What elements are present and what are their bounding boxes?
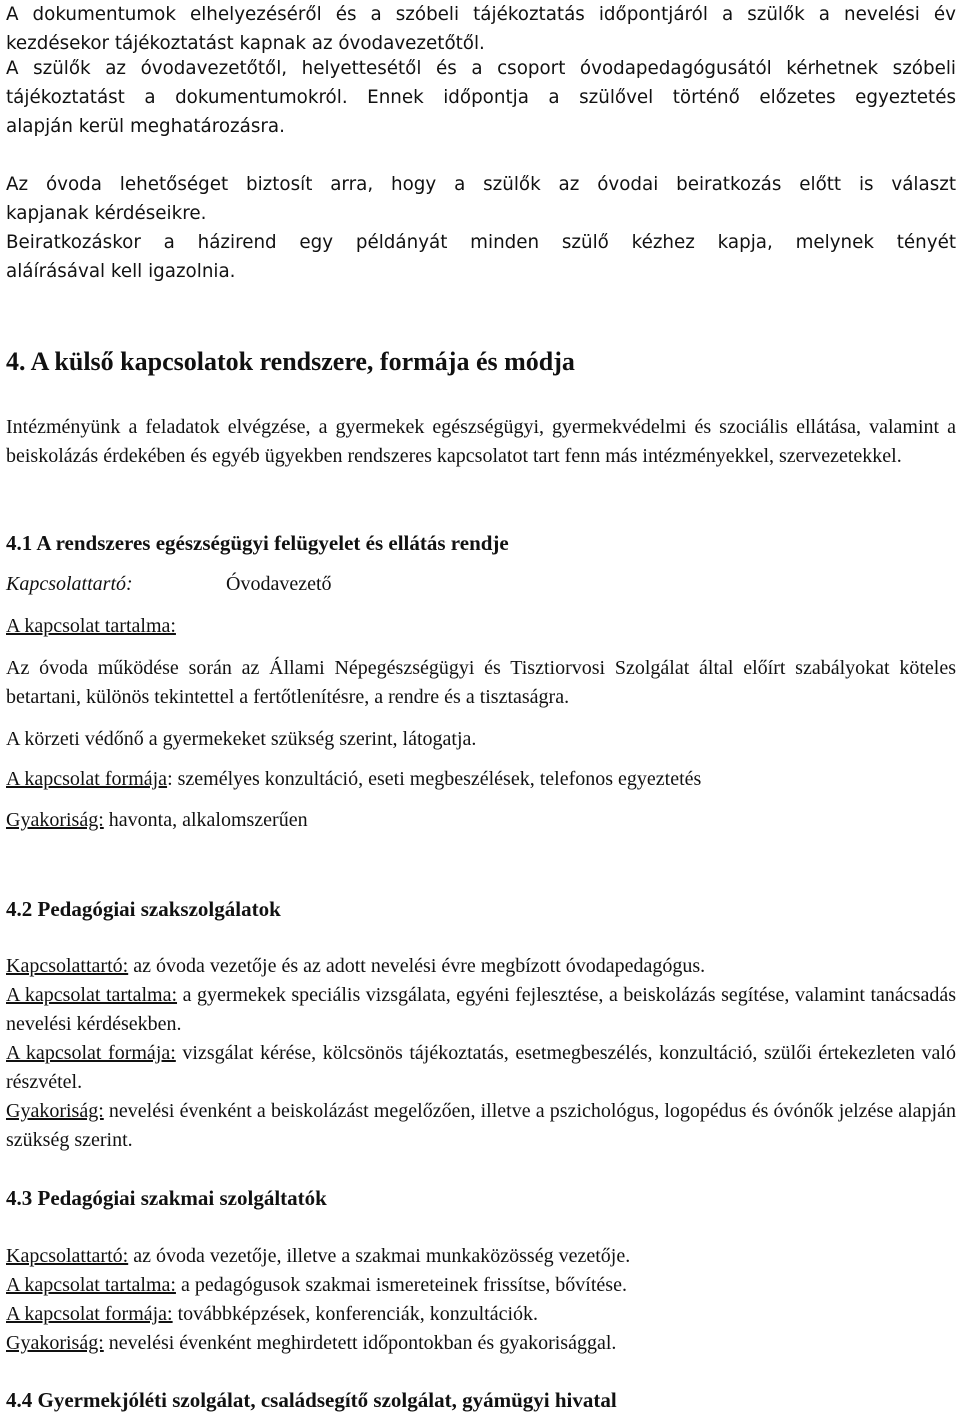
contact-value: az óvoda vezetője, illetve a szakmai munkaközösség vezetője. <box>128 1245 631 1267</box>
contact-label: Kapcsolattartó: <box>6 573 133 595</box>
text-line: kezdésekor tájékoztatást kapnak az óvodavezetőtől. <box>6 33 485 54</box>
s4-2-form <box>6 1039 956 1097</box>
text-line: tájékoztatást a dokumentumokról. Ennek időpontja a szülővel történő előzetes egyeztetés <box>6 87 956 108</box>
text-line: Beiratkozáskor a házirend egy példányát minden szülő kézhez kapja, melynek tényét <box>6 232 956 253</box>
s4-1-content-label-row <box>6 612 956 641</box>
s4-1-frequency-row <box>6 806 956 835</box>
section-4-intro: Intézményünk a feladatok elvégzése, a gyermekek egészségügyi, gyermekvédelmi és szociális ellátása, valamint a beiskolázás érdekében és egyéb ügyekben rendszeres kapcsolatot tart fenn más intézményekkel, szervezetekkel. <box>6 416 956 467</box>
form-label: A kapcsolat formája: <box>6 1042 176 1064</box>
s4-1-contact-row <box>6 570 956 599</box>
text-line: A szülők az óvodavezetőtől, helyettesétől és a csoport óvodapedagógusától kérhetnek szóbeli <box>6 58 956 79</box>
section-4-4-heading: 4.4 Gyermekjóléti szolgálat, családsegítő szolgálat, gyámügyi hivatal <box>6 1388 617 1412</box>
s4-3-content <box>6 1271 956 1300</box>
s4-2-frequency <box>6 1097 956 1155</box>
text-line: aláírásával kell igazolnia. <box>6 261 236 282</box>
content-label: A kapcsolat tartalma: <box>6 1274 176 1296</box>
intro-paragraph-1 <box>6 0 956 58</box>
contact-label: Kapcsolattartó: <box>6 1245 129 1267</box>
text-line: A dokumentumok elhelyezéséről és a szóbeli tájékoztatás időpontjáról a szülők a nevelési év <box>6 4 956 25</box>
contact-value: az óvoda vezetője és az adott nevelési évre megbízott óvodapedagógus. <box>128 955 706 977</box>
contact-label: Kapcsolattartó: <box>6 955 129 977</box>
content-value: a gyermekek speciális vizsgálata, egyéni fejlesztése, a beiskolázás segítése, valamint tanácsadás nevelési kérdésekben. <box>6 984 956 1035</box>
form-value: vizsgálat kérése, kölcsönös tájékoztatás, esetmegbeszélés, konzultáció, szülői értekezleten való részvétel. <box>6 1042 956 1093</box>
s4-2-content <box>6 981 956 1039</box>
form-label: A kapcsolat formája <box>6 768 168 790</box>
section-4-2-heading: 4.2 Pedagógiai szakszolgálatok <box>6 897 281 921</box>
frequency-label: Gyakoriság: <box>6 809 104 831</box>
form-label: A kapcsolat formája: <box>6 1303 173 1325</box>
section-4-1-heading: 4.1 A rendszeres egészségügyi felügyelet és ellátás rendje <box>6 531 509 555</box>
intro-paragraph-3 <box>6 170 956 228</box>
content-value: a pedagógusok szakmai ismereteinek frissítse, bővítése. <box>175 1274 627 1296</box>
text-line: kapjanak kérdéseikre. <box>6 203 207 224</box>
s4-1-form-row <box>6 765 956 794</box>
frequency-value: nevelési évenként meghirdetett időpontokban és gyakorisággal. <box>103 1332 617 1354</box>
form-value: : személyes konzultáció, eseti megbeszélések, telefonos egyeztetés <box>167 768 702 790</box>
intro-paragraph-2 <box>6 54 956 141</box>
frequency-value: havonta, alkalomszerűen <box>103 809 308 831</box>
s4-3-frequency <box>6 1329 956 1358</box>
content-label: A kapcsolat tartalma: <box>6 984 178 1006</box>
s4-1-nurse-text: A körzeti védőnő a gyermekeket szükség szerint, látogatja. <box>6 728 477 750</box>
s4-2-contact <box>6 952 956 981</box>
intro-paragraph-4 <box>6 228 956 286</box>
frequency-label: Gyakoriság: <box>6 1332 104 1354</box>
text-line: alapján kerül meghatározásra. <box>6 116 285 137</box>
contact-value: Óvodavezető <box>226 573 332 595</box>
frequency-value: nevelési évenként a beiskolázást megelőzően, illetve a pszichológus, logopédus és óvónők jelzése alapján szükség szerint. <box>6 1100 956 1151</box>
form-value: továbbképzések, konferenciák, konzultációk. <box>172 1303 539 1325</box>
s4-3-contact <box>6 1242 956 1271</box>
section-4-3-heading: 4.3 Pedagógiai szakmai szolgáltatók <box>6 1186 327 1210</box>
text-line: Az óvoda lehetőséget biztosít arra, hogy a szülők az óvodai beiratkozás előtt is választ <box>6 174 956 195</box>
section-4-heading: 4. A külső kapcsolatok rendszere, formája és módja <box>6 347 575 376</box>
frequency-label: Gyakoriság: <box>6 1100 104 1122</box>
content-label: A kapcsolat tartalma: <box>6 615 176 637</box>
s4-3-form <box>6 1300 956 1329</box>
s4-1-content-text: Az óvoda működése során az Állami Népegészségügyi és Tisztiorvosi Szolgálat által előírt szabályokat köteles betartani, különös tekintettel a fertőtlenítésre, a rendre és a tisztaságra. <box>6 657 956 708</box>
